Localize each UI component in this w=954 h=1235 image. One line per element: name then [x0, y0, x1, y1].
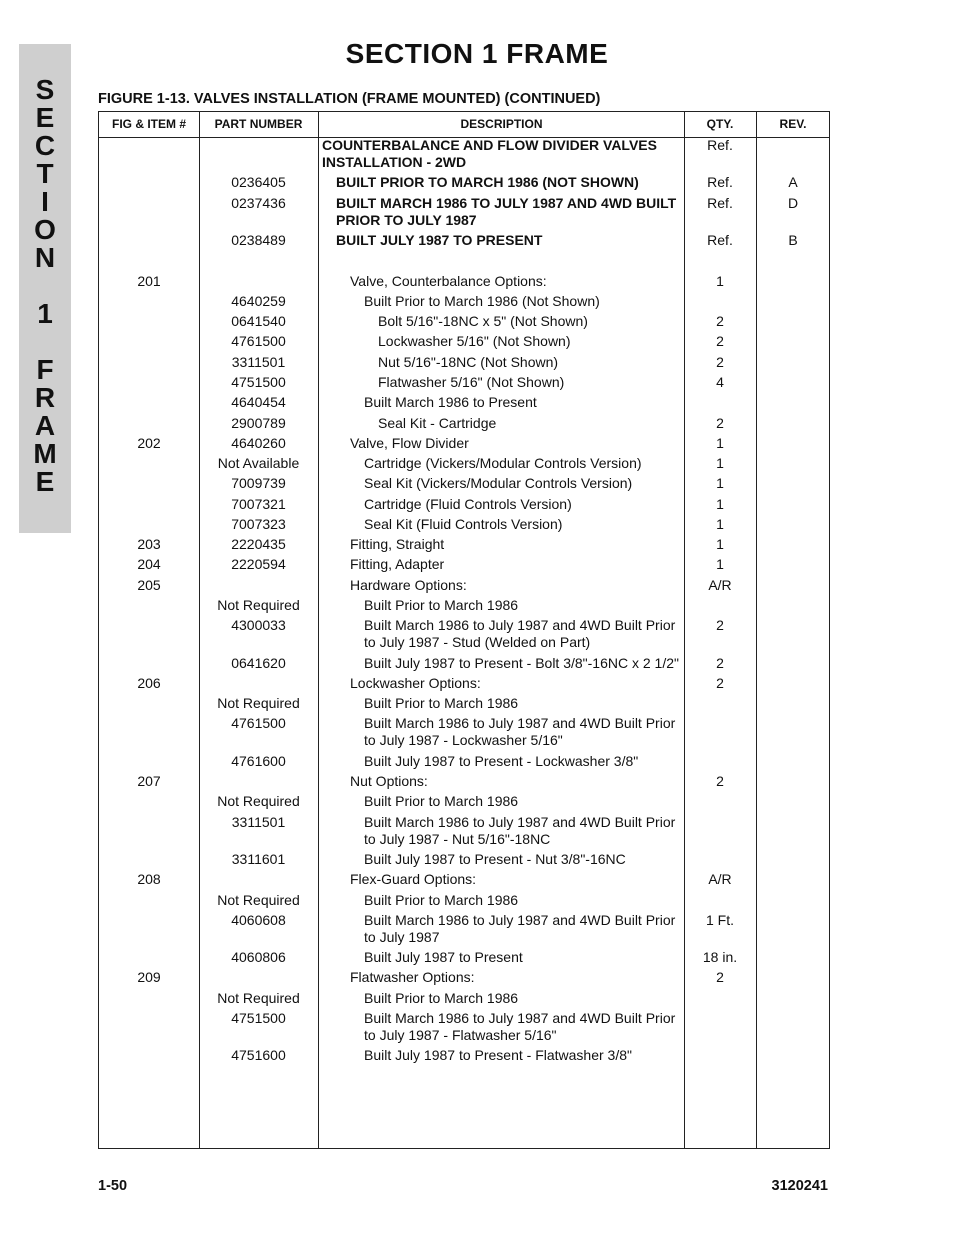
cell-description: Built July 1987 to Present [364, 949, 523, 965]
cell-rev: D [787, 195, 799, 211]
cell-part-number: 7007323 [231, 516, 286, 532]
cell-qty: 2 [716, 773, 724, 789]
cell-qty: 2 [716, 415, 724, 431]
cell-qty: 2 [716, 969, 724, 985]
cell-part-number: 2900789 [231, 415, 286, 431]
side-tab-letter: I [41, 186, 49, 217]
section-side-tab [19, 44, 71, 533]
cell-part-number: 4761500 [231, 715, 286, 731]
cell-qty: 1 Ft. [705, 912, 734, 928]
cell-description: Seal Kit (Vickers/Modular Controls Version) [364, 475, 633, 491]
cell-qty: 1 [716, 516, 724, 532]
cell-description: Built July 1987 to Present - Bolt 3/8"-16NC x 2 1/2" [364, 655, 679, 671]
cell-qty: 2 [716, 617, 724, 633]
cell-rev: B [788, 232, 798, 248]
cell-description: Flex-Guard Options: [350, 871, 477, 887]
cell-description: Flatwasher 5/16" (Not Shown) [378, 374, 565, 390]
cell-part-number: 4761600 [231, 753, 286, 769]
cell-qty: 2 [716, 655, 724, 671]
side-tab-letter: E [35, 102, 55, 133]
side-tab-letter: F [36, 354, 54, 385]
cell-part-number: 3311601 [231, 851, 286, 867]
side-tab-letter: C [34, 130, 56, 161]
cell-description: Built Prior to March 1986 [364, 892, 519, 908]
cell-qty: 1 [716, 455, 724, 471]
cell-description: Built Prior to March 1986 [364, 597, 519, 613]
side-tab-letter: R [34, 382, 56, 413]
cell-fig-item: 202 [137, 435, 161, 451]
cell-description: BUILT JULY 1987 TO PRESENT [336, 232, 543, 248]
cell-part-number: Not Required [217, 597, 300, 613]
cell-qty: 1 [716, 273, 724, 289]
cell-qty: 2 [716, 675, 724, 691]
cell-description: Hardware Options: [350, 577, 467, 593]
cell-part-number: Not Required [217, 990, 300, 1006]
cell-part-number: Not Required [217, 892, 300, 908]
cell-qty: Ref. [707, 195, 733, 211]
cell-part-number: 7009739 [231, 475, 286, 491]
side-tab-letters [19, 76, 71, 496]
page-number: 1-50 [98, 1178, 128, 1194]
cell-fig-item: 207 [137, 773, 161, 789]
cell-description: Flatwasher Options: [350, 969, 475, 985]
cell-qty: Ref. [707, 137, 733, 153]
header-part-number: PART NUMBER [214, 117, 303, 131]
cell-fig-item: 201 [137, 273, 161, 289]
cell-description: Built July 1987 to Present - Lockwasher 3/8" [364, 753, 639, 769]
cell-part-number: 7007321 [231, 496, 286, 512]
cell-description: Built July 1987 to Present - Nut 3/8"-16NC [364, 851, 626, 867]
cell-fig-item: 204 [137, 556, 161, 572]
cell-qty: 4 [716, 374, 724, 390]
cell-description: Built Prior to March 1986 [364, 990, 519, 1006]
cell-qty: 1 [716, 475, 724, 491]
cell-description: Seal Kit - Cartridge [378, 415, 497, 431]
cell-part-number: 4060806 [231, 949, 286, 965]
cell-part-number: 4751500 [231, 374, 286, 390]
cell-description: Fitting, Straight [350, 536, 445, 552]
cell-qty: 1 [716, 536, 724, 552]
cell-fig-item: 206 [137, 675, 161, 691]
cell-part-number: 3311501 [231, 354, 286, 370]
cell-description: Lockwasher Options: [350, 675, 481, 691]
cell-description: Lockwasher 5/16" (Not Shown) [378, 333, 571, 349]
cell-qty: 18 in. [702, 949, 738, 965]
cell-description: Bolt 5/16"-18NC x 5" (Not Shown) [378, 313, 588, 329]
cell-description: Built March 1986 to July 1987 and 4WD Built Prior to July 1987 - Stud (Welded on Part) [364, 617, 676, 650]
cell-part-number: 4640259 [231, 293, 286, 309]
cell-part-number: Not Available [217, 455, 300, 471]
cell-part-number: 0641620 [231, 655, 286, 671]
cell-description: Built March 1986 to July 1987 and 4WD Built Prior to July 1987 - Flatwasher 5/16" [364, 1010, 676, 1043]
cell-part-number: 4640454 [231, 394, 286, 410]
cell-qty: A/R [708, 577, 732, 593]
cell-part-number: Not Required [217, 695, 300, 711]
cell-description: Built Prior to March 1986 [364, 793, 519, 809]
cell-description: Built Prior to March 1986 [364, 695, 519, 711]
figure-title: FIGURE 1-13. VALVES INSTALLATION (FRAME MOUNTED) (CONTINUED) [98, 91, 601, 107]
cell-fig-item: 208 [137, 871, 161, 887]
cell-description: COUNTERBALANCE AND FLOW DIVIDER VALVES INSTALLATION - 2WD [322, 137, 657, 170]
header-description: DESCRIPTION [460, 117, 543, 131]
column-divider [756, 111, 757, 1149]
cell-description: Seal Kit (Fluid Controls Version) [364, 516, 563, 532]
cell-part-number: 3311501 [231, 814, 286, 830]
cell-rev: A [788, 174, 798, 190]
side-tab-letter: M [33, 438, 57, 469]
cell-fig-item: 209 [137, 969, 161, 985]
cell-part-number: 0641540 [231, 313, 286, 329]
cell-description: Built March 1986 to Present [364, 394, 537, 410]
cell-qty: A/R [708, 871, 732, 887]
cell-part-number: 4751600 [231, 1047, 286, 1063]
cell-description: BUILT PRIOR TO MARCH 1986 (NOT SHOWN) [336, 174, 639, 190]
document-number: 3120241 [771, 1178, 828, 1194]
cell-qty: 2 [716, 333, 724, 349]
cell-qty: Ref. [707, 232, 733, 248]
header-rev: REV. [779, 117, 807, 131]
side-tab-letter: N [34, 242, 56, 273]
side-tab-letter: 1 [37, 298, 53, 329]
side-tab-letter: A [34, 410, 56, 441]
cell-description: Built March 1986 to July 1987 and 4WD Built Prior to July 1987 - Nut 5/16"-18NC [364, 814, 676, 847]
cell-fig-item: 203 [137, 536, 161, 552]
cell-qty: 1 [716, 435, 724, 451]
cell-description: Built March 1986 to July 1987 and 4WD Built Prior to July 1987 - Lockwasher 5/16" [364, 715, 676, 748]
cell-part-number: 0237436 [231, 195, 286, 211]
cell-part-number: 0238489 [231, 232, 286, 248]
cell-part-number: 2220435 [231, 536, 286, 552]
cell-part-number: Not Required [217, 793, 300, 809]
section-title: SECTION 1 FRAME [345, 38, 609, 69]
header-fig-item: FIG & ITEM # [111, 117, 186, 131]
cell-qty: 1 [716, 496, 724, 512]
cell-description: Built Prior to March 1986 (Not Shown) [364, 293, 600, 309]
cell-description: Cartridge (Fluid Controls Version) [364, 496, 572, 512]
cell-qty: 2 [716, 354, 724, 370]
cell-description: Valve, Counterbalance Options: [350, 273, 547, 289]
cell-part-number: 4060608 [231, 912, 286, 928]
cell-part-number: 4761500 [231, 333, 286, 349]
cell-description: Fitting, Adapter [350, 556, 445, 572]
cell-description: BUILT MARCH 1986 TO JULY 1987 AND 4WD BUILT PRIOR TO JULY 1987 [336, 195, 677, 228]
cell-fig-item: 205 [137, 577, 161, 593]
cell-qty: 2 [716, 313, 724, 329]
header-qty: QTY. [706, 117, 734, 131]
cell-description: Valve, Flow Divider [350, 435, 469, 451]
cell-description: Nut 5/16"-18NC (Not Shown) [378, 354, 559, 370]
side-tab-letter: T [36, 158, 54, 189]
side-tab-letter: E [35, 466, 55, 497]
cell-part-number: 0236405 [231, 174, 286, 190]
cell-description: Built July 1987 to Present - Flatwasher 3/8" [364, 1047, 632, 1063]
cell-qty: Ref. [707, 174, 733, 190]
cell-part-number: 4751500 [231, 1010, 286, 1026]
cell-part-number: 4300033 [231, 617, 286, 633]
cell-part-number: 2220594 [231, 556, 286, 572]
cell-description: Cartridge (Vickers/Modular Controls Version) [364, 455, 642, 471]
side-tab-letter: S [35, 74, 55, 105]
column-divider [318, 111, 319, 1149]
cell-qty: 1 [716, 556, 724, 572]
side-tab-letter: O [34, 214, 56, 245]
cell-description: Nut Options: [350, 773, 428, 789]
cell-description: Built March 1986 to July 1987 and 4WD Built Prior to July 1987 [364, 912, 676, 945]
cell-part-number: 4640260 [231, 435, 286, 451]
